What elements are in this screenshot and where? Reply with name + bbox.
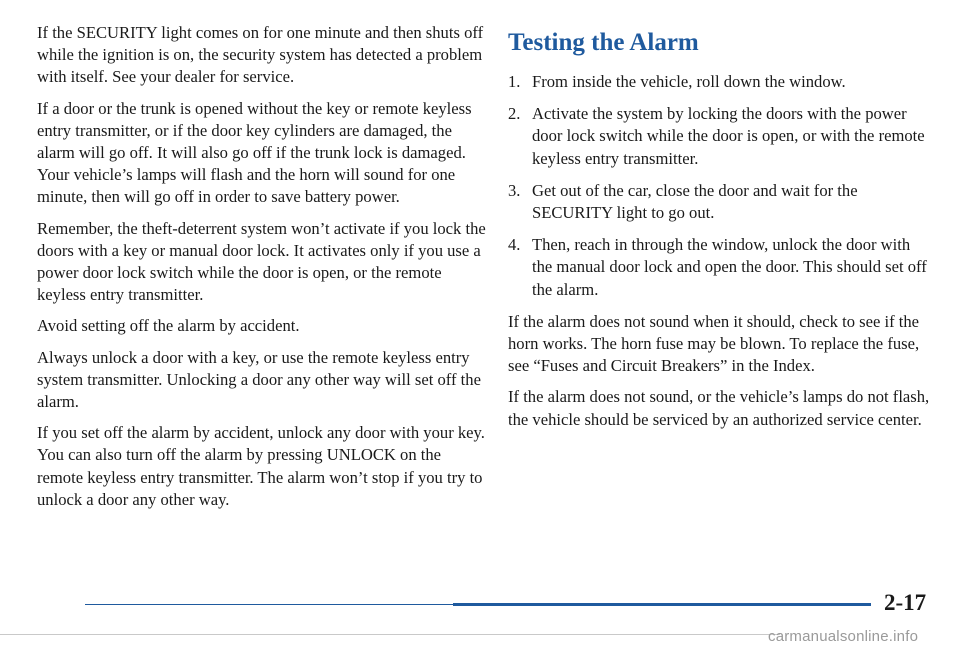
page-number: 2-17 (884, 590, 927, 615)
list-item (508, 234, 933, 301)
step-number: 3. (508, 180, 521, 200)
list-item (508, 103, 933, 170)
paragraph-activation-note: Remember, the theft-deterrent system won’t activate if you lock the doors with a key or manual door lock. It activates only if you use a power door lock switch while the door is open, or the remote keyless entry transmitter. (37, 218, 486, 305)
step-text: Activate the system by locking the doors with the power door lock switch while the door is open, or with the remote keyless entry transmitter. (532, 104, 925, 168)
step-number: 1. (508, 72, 521, 91)
paragraph-security-light: If the SECURITY light comes on for one minute and then shuts off while the ignition is on, the security system has detected a problem with itself. See your dealer for service. (37, 23, 484, 87)
footer-rule (453, 603, 871, 606)
step-number: 2. (508, 104, 521, 124)
step-text: From inside the vehicle, roll down the window. (532, 72, 846, 91)
bottom-divider (0, 634, 780, 635)
paragraph-accidental-alarm: If you set off the alarm by accident, unlock any door with your key. You can also turn off the alarm by pressing UNLOCK on the remote keyless entry transmitter. The alarm won’t stop if you try to unlock a door any other way. (37, 423, 485, 509)
paragraph-alarm-trigger: If a door or the trunk is opened without the key or remote keyless entry transmitter, or if the door key cylinders are damaged, the alarm will go off. It will also go off if the trunk lock is damaged. Your vehicle’s lamps will flash and the horn will sound for one minute, then will go off in order to save battery power. (37, 98, 472, 207)
left-column (37, 22, 487, 520)
right-column (508, 22, 933, 440)
paragraph-unlock-tip: Always unlock a door with a key, or use the remote keyless entry system transmitter. Unlocking a door any other way will set off the alarm. (37, 347, 481, 412)
paragraph-avoid-alarm: Avoid setting off the alarm by accident. (37, 316, 300, 336)
paragraph-horn-check: If the alarm does not sound when it should, check to see if the horn works. The horn fuse may be blown. To replace the fuse, see “Fuses and Circuit Breakers” in the Index. (508, 311, 920, 376)
step-text: Get out of the car, close the door and wait for the SECURITY light to go out. (532, 180, 858, 223)
section-heading: Testing the Alarm (508, 29, 699, 56)
test-steps-list (508, 71, 933, 301)
step-text: Then, reach in through the window, unlock the door with the manual door lock and open the door. This should set off the alarm. (532, 235, 927, 299)
step-number: 4. (508, 235, 521, 255)
paragraph-service-note: If the alarm does not sound, or the vehicle’s lamps do not flash, the vehicle should be serviced by an authorized service center. (508, 387, 930, 429)
list-item (508, 71, 933, 93)
watermark-text: carmanualsonline.info (768, 628, 919, 645)
footer-rule-thin (85, 604, 453, 605)
list-item (508, 180, 933, 224)
